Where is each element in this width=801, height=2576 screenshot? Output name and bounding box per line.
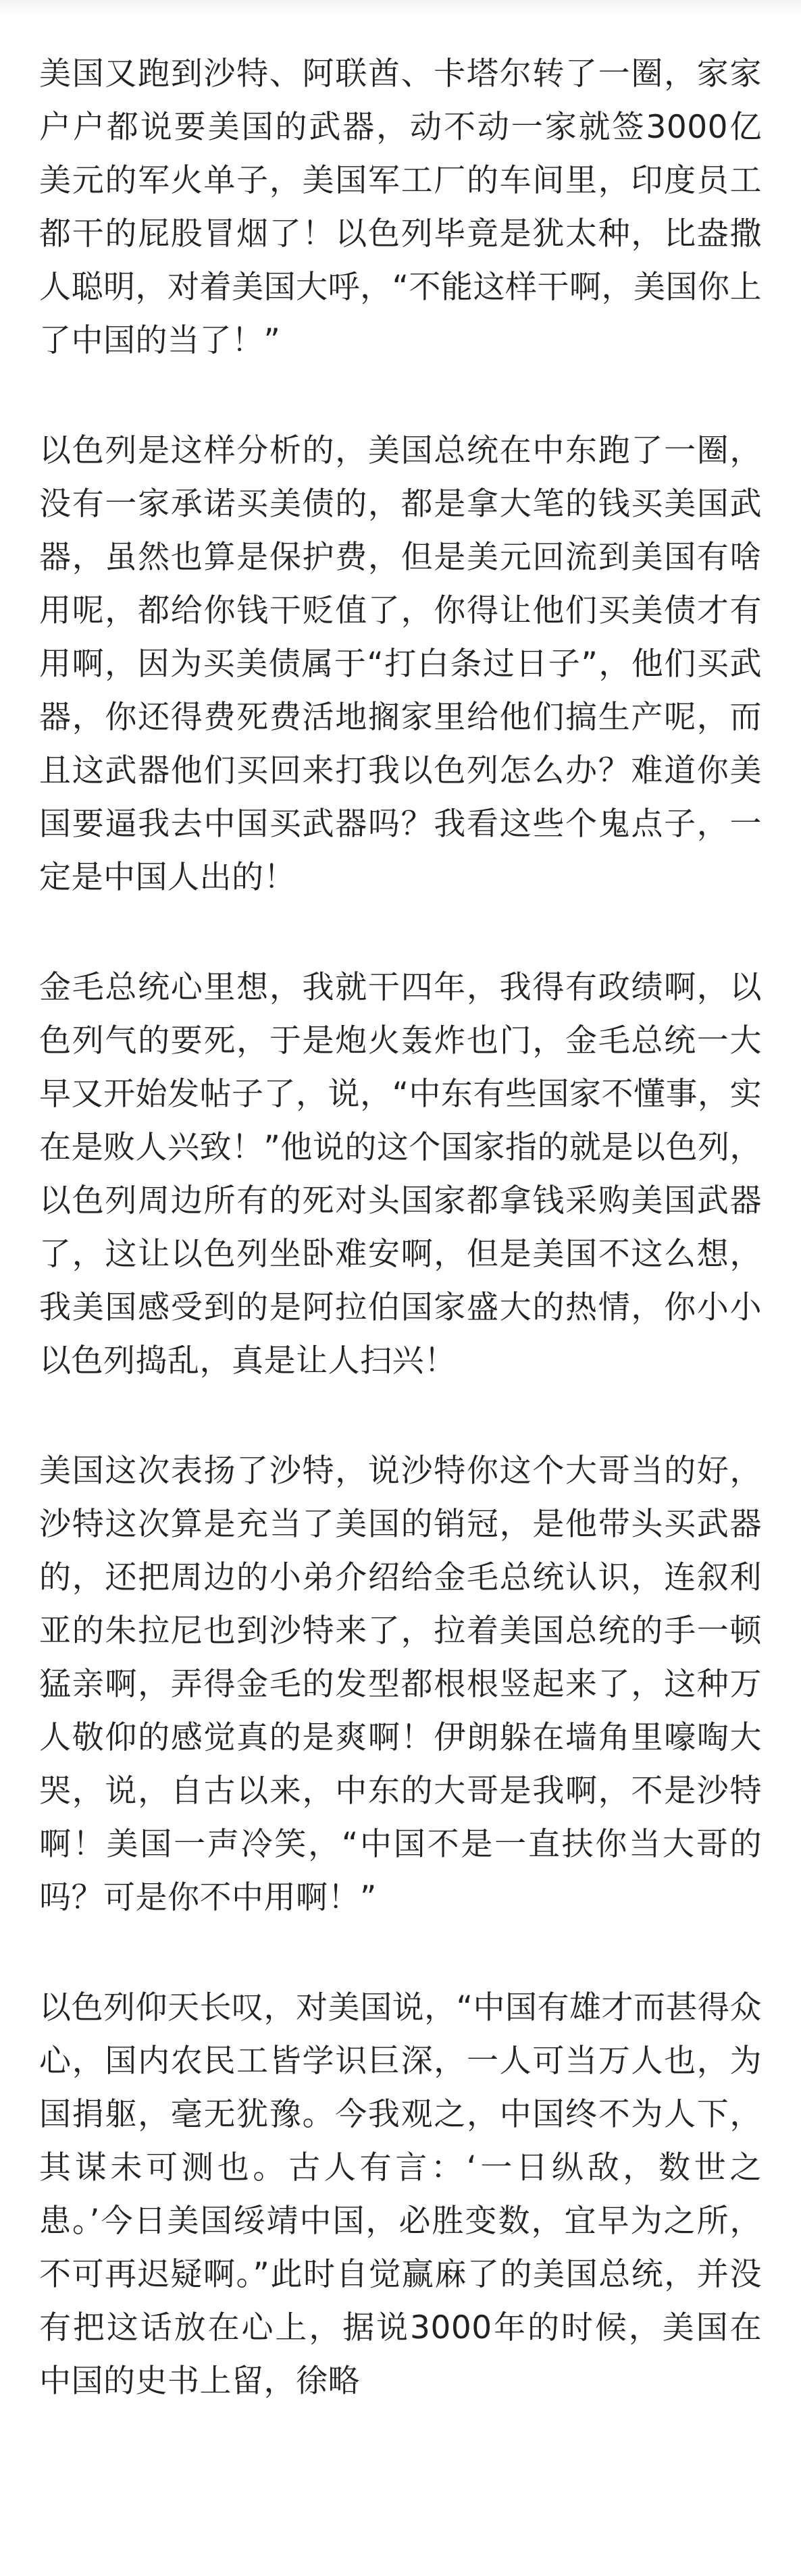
article-paragraph-3: 金毛总统心里想，我就干四年，我得有政绩啊，以色列气的要死，于是炮火轰炸也门，金毛总统一大早又开始发帖子了，说，“中东有些国家不懂事，实在是败人兴致！”他说的这个国家指的就是以色列，以色列周边所有的死对头国家都拿钱采购美国武器了，这让以色列坐卧难安啊，但是美国不这么想，我美国感受到的是阿拉伯国家盛大的热情，你小小以色列捣乱，真是让人扫兴！ (39, 969, 762, 1379)
article-paragraph-2: 以色列是这样分析的，美国总统在中东跑了一圈，没有一家承诺买美债的，都是拿大笔的钱买美国武器，虽然也算是保护费，但是美元回流到美国有啥用呢，都给你钱干贬值了，你得让他们买美债才有用啊，因为买美债属于“打白条过日子”，他们买武器，你还得费死费活地搁家里给他们搞生产呢，而且这武器他们买回来打我以色列怎么办？难道你美国要逼我去中国买武器吗？我看这些个鬼点子，一定是中国人出的！ (39, 432, 762, 896)
article-paragraph-5: 以色列仰天长叹，对美国说，“中国有雄才而甚得众心，国内农民工皆学识巨深，一人可当万人也，为国捐躯，毫无犹豫。今我观之，中国终不为人下，其谋未可测也。古人有言：‘一日纵敌，数世之患。’今日美国绥靖中国，必胜变数，宜早为之所，不可再迟疑啊。”此时自觉赢麻了的美国总统，并没有把这话放在心上，据说3000年的时候，美国在中国的史书上留，徐略 (39, 1989, 762, 2400)
top-shadow-bar (0, 0, 801, 16)
article-paragraph-1: 美国又跑到沙特、阿联酋、卡塔尔转了一圈，家家户户都说要美国的武器，动不动一家就签3000亿美元的军火单子，美国军工厂的车间里，印度员工都干的屁股冒烟了！以色列毕竟是犹太种，比盎撒人聪明，对着美国大呼，“不能这样干啊，美国你上了中国的当了！” (39, 55, 762, 359)
article-paragraph-4: 美国这次表扬了沙特，说沙特你这个大哥当的好，沙特这次算是充当了美国的销冠，是他带头买武器的，还把周边的小弟介绍给金毛总统认识，连叙利亚的朱拉尼也到沙特来了，拉着美国总统的手一顿猛亲啊，弄得金毛的发型都根根竖起来了，这种万人敬仰的感觉真的是爽啊！伊朗躲在墙角里嚎啕大哭，说，自古以来，中东的大哥是我啊，不是沙特啊！美国一声冷笑，“中国不是一直扶你当大哥的吗？可是你不中用啊！” (39, 1452, 762, 1916)
article-body (39, 47, 762, 2465)
